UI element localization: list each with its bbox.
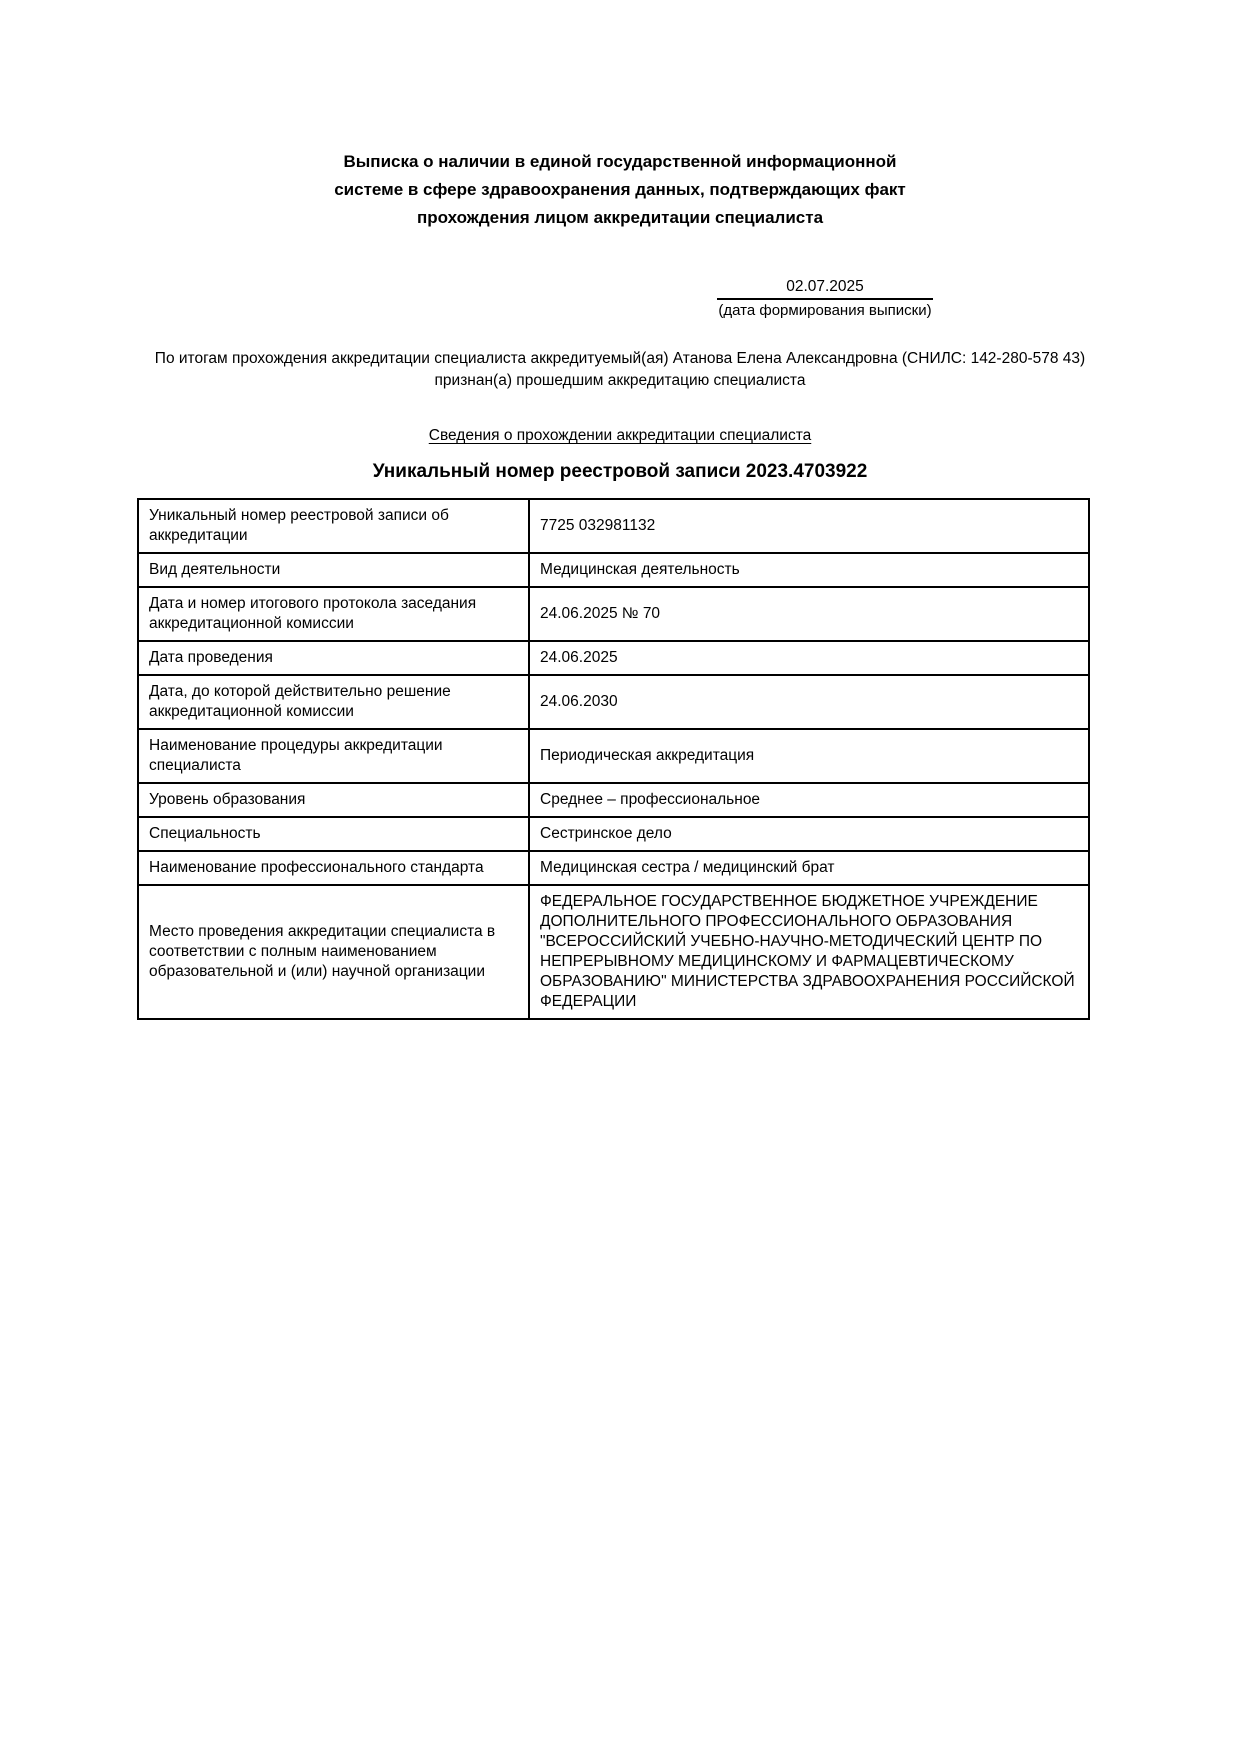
row-value-registry-number: 7725 032981132 <box>529 499 1089 553</box>
table-row <box>138 851 1089 885</box>
accreditation-result-paragraph: По итогам прохождения аккредитации специалиста аккредитуемый(ая) Атанова Елена Александровна (СНИЛС: 142-280-578 43) признан(а) прошедшим аккредитацию специалиста <box>154 350 1086 389</box>
table-row <box>138 729 1089 783</box>
row-value-activity-type: Медицинская деятельность <box>529 553 1089 587</box>
document-title-line-3: прохождения лицом аккредитации специалиста <box>416 208 824 227</box>
row-value-specialty: Сестринское дело <box>529 817 1089 851</box>
row-label-registry-number: Уникальный номер реестровой записи об аккредитации <box>138 499 529 553</box>
table-row <box>138 553 1089 587</box>
row-value-date-held: 24.06.2025 <box>529 641 1089 675</box>
row-label-specialty: Специальность <box>138 817 529 851</box>
row-value-procedure-name: Периодическая аккредитация <box>529 729 1089 783</box>
row-value-organization: ФЕДЕРАЛЬНОЕ ГОСУДАРСТВЕННОЕ БЮДЖЕТНОЕ УЧРЕЖДЕНИЕ ДОПОЛНИТЕЛЬНОГО ПРОФЕССИОНАЛЬНОГО ОБРАЗОВАНИЯ "ВСЕРОССИЙСКИЙ УЧЕБНО-НАУЧНО-МЕТОДИЧЕСКИЙ ЦЕНТР ПО НЕПРЕРЫВНОМУ МЕДИЦИНСКОМУ И ФАРМАЦЕВТИЧЕСКОМУ ОБРАЗОВАНИЮ" МИНИСТЕРСТВА ЗДРАВООХРАНЕНИЯ РОССИЙСКОЙ ФЕДЕРАЦИИ <box>529 885 1089 1019</box>
accreditation-details-table <box>137 498 1090 1020</box>
registry-record-heading: Уникальный номер реестровой записи 2023.4703922 <box>372 461 868 482</box>
document-title-line-1: Выписка о наличии в единой государственной информационной <box>343 152 897 171</box>
document-title-line-2: системе в сфере здравоохранения данных, подтверждающих факт <box>334 180 906 199</box>
table-row <box>138 885 1089 1019</box>
section-heading: Сведения о прохождении аккредитации специалиста <box>428 427 812 444</box>
row-value-education-level: Среднее – профессиональное <box>529 783 1089 817</box>
row-value-protocol: 24.06.2025 № 70 <box>529 587 1089 641</box>
table-row <box>138 675 1089 729</box>
row-label-procedure-name: Наименование процедуры аккредитации специалиста <box>138 729 529 783</box>
formation-date-block <box>717 278 933 320</box>
row-value-professional-standard: Медицинская сестра / медицинский брат <box>529 851 1089 885</box>
table-row <box>138 587 1089 641</box>
row-label-protocol: Дата и номер итогового протокола заседания аккредитационной комиссии <box>138 587 529 641</box>
row-label-organization: Место проведения аккредитации специалиста в соответствии с полным наименованием образовательной и (или) научной организации <box>138 885 529 1019</box>
accreditation-details-table-body <box>138 499 1089 1019</box>
row-label-activity-type: Вид деятельности <box>138 553 529 587</box>
table-row <box>138 817 1089 851</box>
formation-date-caption: (дата формирования выписки) <box>718 302 932 319</box>
row-label-education-level: Уровень образования <box>138 783 529 817</box>
row-label-date-held: Дата проведения <box>138 641 529 675</box>
table-row <box>138 641 1089 675</box>
row-label-valid-until: Дата, до которой действительно решение аккредитационной комиссии <box>138 675 529 729</box>
row-value-valid-until: 24.06.2030 <box>529 675 1089 729</box>
document-title <box>0 0 1240 232</box>
formation-date-value: 02.07.2025 <box>717 278 933 300</box>
row-label-professional-standard: Наименование профессионального стандарта <box>138 851 529 885</box>
table-row <box>138 499 1089 553</box>
table-row <box>138 783 1089 817</box>
